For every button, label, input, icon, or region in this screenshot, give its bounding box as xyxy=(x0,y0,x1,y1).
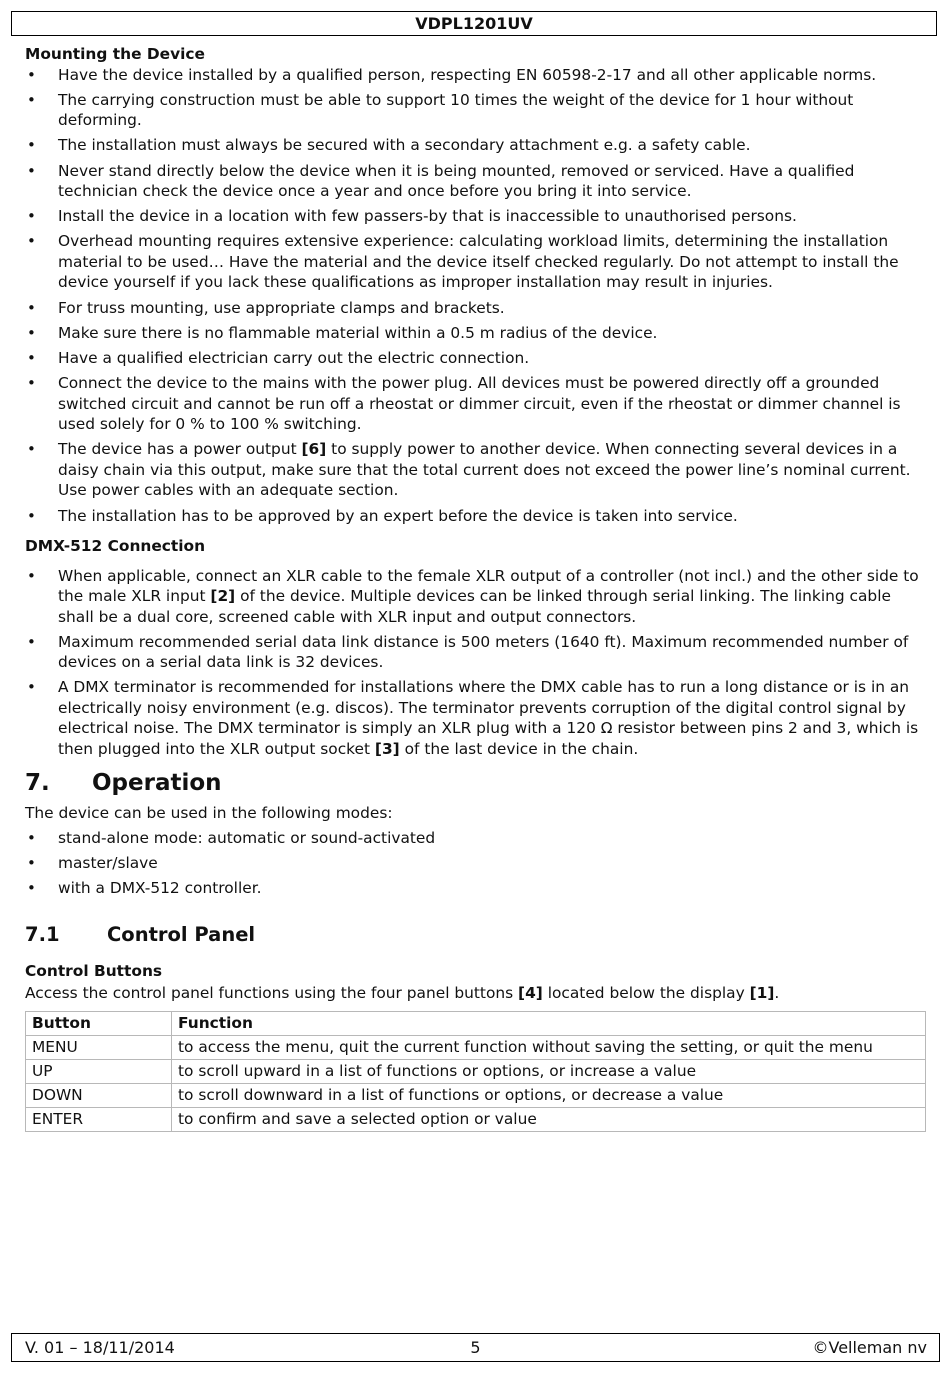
reference-number: [1] xyxy=(749,983,775,1002)
list-item: • Never stand directly below the device when it is being mounted, removed or serviced. Have a qualified technician check the device once a year and once before you bring it into service. xyxy=(25,161,925,202)
list-item-text: to supply power to another device. When connecting several devices in a daisy chain via this output, make sure that the total current does not exceed the power line’s nominal current. Use power cables with an adequate section. xyxy=(58,440,911,500)
table-row xyxy=(26,1108,926,1132)
list-item: • The installation must always be secured with a secondary attachment e.g. a safety cable. xyxy=(25,135,925,156)
description-text: . xyxy=(774,983,780,1002)
column-header-button: Button xyxy=(26,1012,172,1036)
reference-number: [6] xyxy=(301,440,327,459)
page-footer xyxy=(11,1333,940,1362)
control-buttons-heading: Control Buttons xyxy=(25,961,163,980)
column-header-function: Function xyxy=(172,1012,926,1036)
description-text: located below the display xyxy=(542,983,750,1002)
list-item: • with a DMX-512 controller. xyxy=(25,878,925,899)
list-item: • Have the device installed by a qualified person, respecting EN 60598-2-17 and all other applicable norms. xyxy=(25,65,925,86)
mounting-list xyxy=(25,65,925,527)
list-item: • Connect the device to the mains with the power plug. All devices must be powered directly off a grounded switched circuit and cannot be run off a rheostat or dimmer circuit, even if the rheostat or dimmer channel is used solely for 0 % to 100 % switching. xyxy=(25,373,925,435)
page-number: 5 xyxy=(470,1338,481,1357)
list-item: • stand-alone mode: automatic or sound-activated xyxy=(25,828,925,849)
section-number: 7.1 xyxy=(25,922,60,946)
table-cell-button: DOWN xyxy=(26,1084,172,1108)
list-item-text: of the last device in the chain. xyxy=(399,739,639,758)
control-buttons-description xyxy=(25,983,925,1004)
table-header-row xyxy=(26,1012,926,1036)
table-cell-function: to confirm and save a selected option or value xyxy=(172,1108,926,1132)
table-cell-button: MENU xyxy=(26,1036,172,1060)
list-item-text: of the device. Multiple devices can be linked through serial linking. The linking cable shall be a dual core, screened cable with XLR input and output connectors. xyxy=(58,587,891,626)
section-title: Operation xyxy=(92,770,222,797)
table-cell-function: to scroll downward in a list of functions or options, or decrease a value xyxy=(172,1084,926,1108)
table-cell-function: to scroll upward in a list of functions or options, or increase a value xyxy=(172,1060,926,1084)
description-text: Access the control panel functions using the four panel buttons xyxy=(25,983,519,1002)
modes-list xyxy=(25,828,925,899)
list-item: • Maximum recommended serial data link distance is 500 meters (1640 ft). Maximum recommended number of devices on a serial data link is 32 devices. xyxy=(25,632,925,673)
reference-number: [2] xyxy=(210,587,236,606)
copyright: ©Velleman nv xyxy=(812,1338,927,1357)
page-header xyxy=(11,11,937,36)
list-item xyxy=(25,439,925,501)
table-cell-function: to access the menu, quit the current function without saving the setting, or quit the menu xyxy=(172,1036,926,1060)
control-buttons-table xyxy=(25,1011,926,1132)
dmx-heading: DMX-512 Connection xyxy=(25,537,206,556)
list-item: • Install the device in a location with few passers-by that is inaccessible to unauthorised persons. xyxy=(25,206,925,227)
list-item-text: The device has a power output xyxy=(58,440,302,459)
list-item-text: When applicable, connect an XLR cable to the female XLR output of a controller (not incl.) and the other side to the male XLR input xyxy=(58,566,919,606)
list-item xyxy=(25,677,925,759)
section-number: 7. xyxy=(25,770,50,797)
list-item: • For truss mounting, use appropriate clamps and brackets. xyxy=(25,298,925,319)
list-item xyxy=(25,566,925,628)
table-cell-button: UP xyxy=(26,1060,172,1084)
mounting-heading: Mounting the Device xyxy=(25,45,205,63)
operation-heading xyxy=(25,769,925,797)
dmx-list xyxy=(25,566,925,760)
table-row xyxy=(26,1060,926,1084)
table-row xyxy=(26,1036,926,1060)
list-item: • The installation has to be approved by an expert before the device is taken into service. xyxy=(25,506,925,527)
table-cell-button: ENTER xyxy=(26,1108,172,1132)
reference-number: [4] xyxy=(518,983,543,1002)
list-item: • The carrying construction must be able to support 10 times the weight of the device for 1 hour without deforming. xyxy=(25,90,925,131)
operation-intro: The device can be used in the following modes: xyxy=(25,804,393,823)
reference-number: [3] xyxy=(374,739,400,758)
list-item-text: A DMX terminator is recommended for installations where the DMX cable has to run a long distance or is in an electrically noisy environment (e.g. discos). The terminator prevents corruption of the digital control signal by electrical noise. The DMX terminator is simply an XLR plug with a 120 Ω resistor between pins 2 and 3, which is then plugged into the XLR output socket xyxy=(58,678,919,758)
control-panel-heading xyxy=(25,923,925,947)
page-content xyxy=(25,44,925,1132)
list-item: • master/slave xyxy=(25,853,925,874)
list-item: • Have a qualified electrician carry out the electric connection. xyxy=(25,348,925,369)
table-row xyxy=(26,1084,926,1108)
list-item: • Make sure there is no flammable material within a 0.5 m radius of the device. xyxy=(25,323,925,344)
list-item: • Overhead mounting requires extensive experience: calculating workload limits, determining the installation material to be used… Have the material and the device itself checked regularly. Do not attempt to install the device yourself if you lack these qualifications as improper installation may result in injuries. xyxy=(25,231,925,293)
version-date: V. 01 – 18/11/2014 xyxy=(25,1338,175,1357)
section-title: Control Panel xyxy=(107,922,256,946)
document-title: VDPL1201UV xyxy=(415,14,533,33)
